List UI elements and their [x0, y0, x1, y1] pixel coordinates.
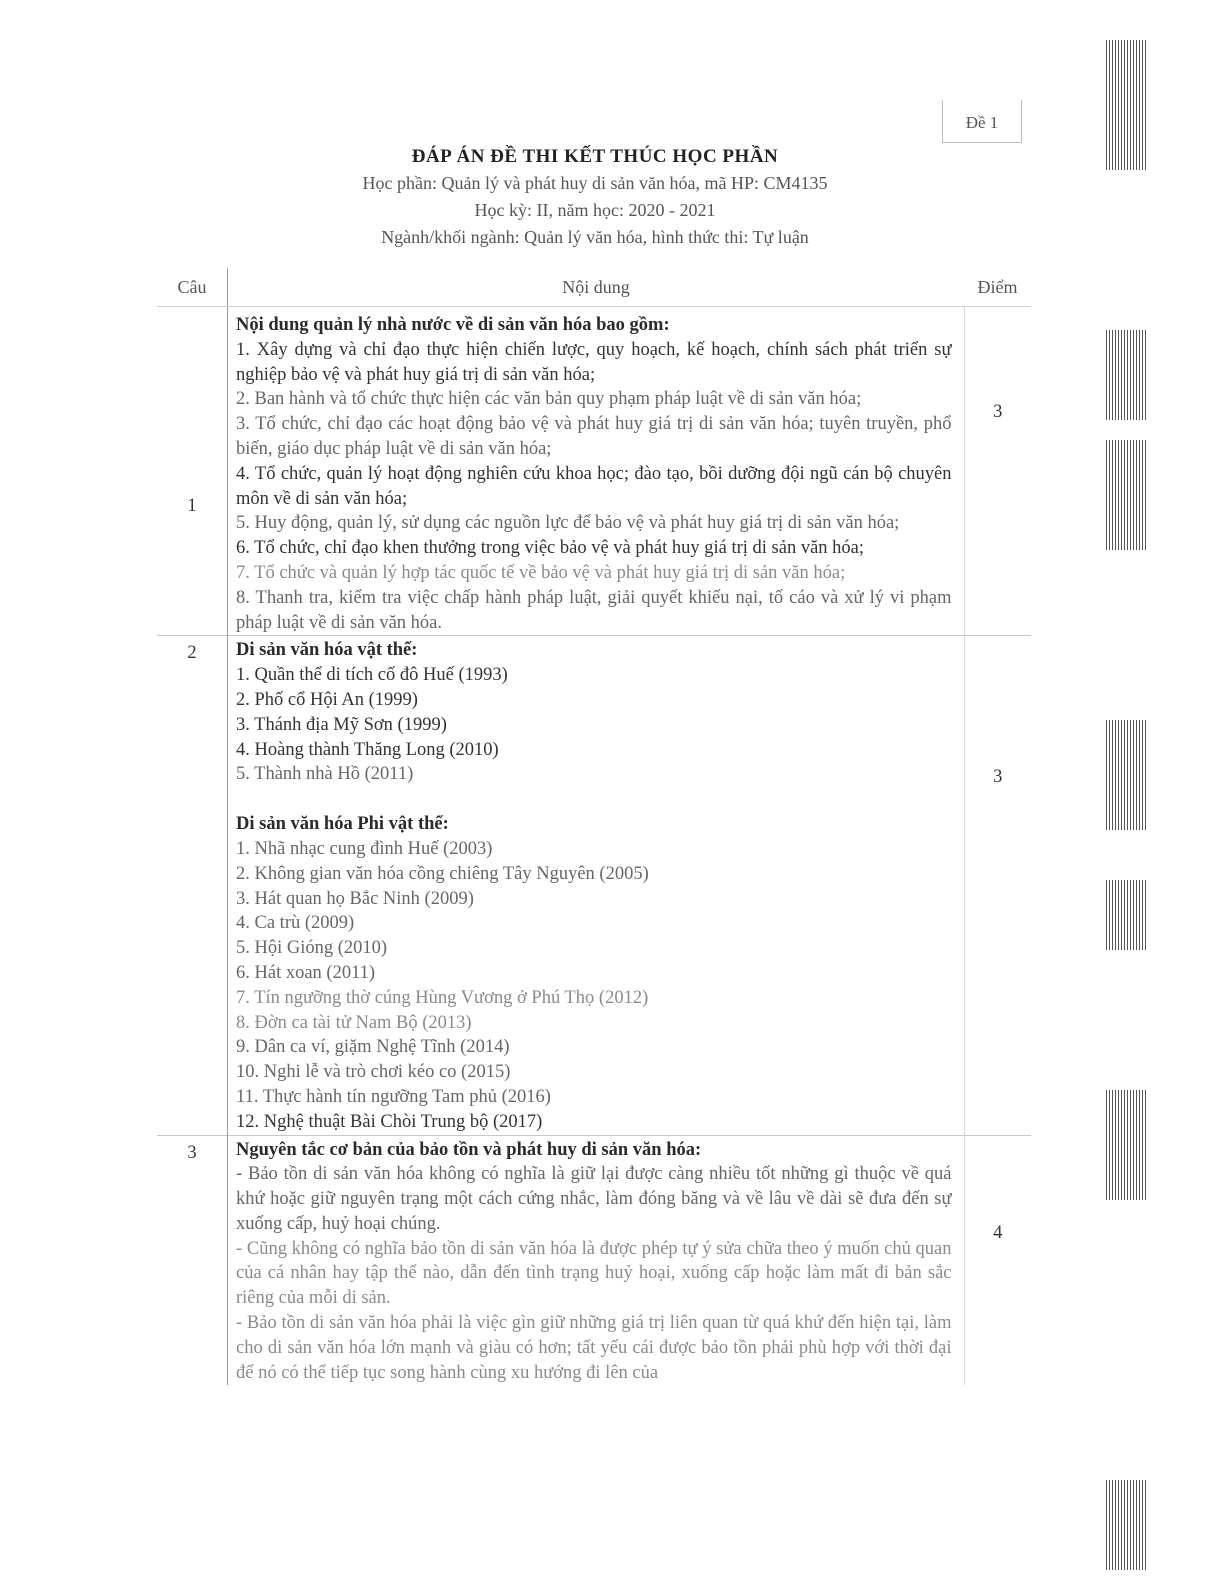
list-item: 10. Nghi lễ và trò chơi kéo co (2015) — [236, 1062, 511, 1083]
course-line: Học phần: Quản lý và phát huy di sản văn hóa, mã HP: CM4135 — [362, 173, 828, 193]
question-content — [228, 636, 965, 1135]
list-item: 12. Nghệ thuật Bài Chòi Trung bộ (2017) — [236, 1111, 543, 1132]
table-header-row — [157, 268, 1031, 307]
list-item: 2. Phố cổ Hội An (1999) — [236, 689, 418, 710]
list-item: 4. Tổ chức, quản lý hoạt động nghiên cứu khoa học; đào tạo, bồi dưỡng đội ngũ cán bộ chuyên môn về di sản văn hóa; — [236, 463, 952, 509]
list-item: 3. Hát quan họ Bắc Ninh (2009) — [236, 888, 474, 909]
section-heading: Nguyên tắc cơ bản của bảo tồn và phát huy di sản văn hóa: — [236, 1139, 702, 1160]
question-number — [157, 636, 228, 1135]
document-title: ĐÁP ÁN ĐỀ THI KẾT THÚC HỌC PHẦN — [411, 146, 779, 167]
points-value: 3 — [993, 402, 1003, 422]
list-item: 9. Dân ca ví, giặm Nghệ Tĩnh (2014) — [236, 1037, 510, 1058]
table-row — [157, 636, 1031, 1135]
section-heading: Di sản văn hóa Phi vật thể: — [236, 814, 449, 835]
exam-code-box: Đề 1 — [942, 100, 1022, 143]
question-content — [228, 1135, 965, 1385]
list-item: 4. Hoàng thành Thăng Long (2010) — [236, 739, 499, 760]
question-number — [157, 1135, 228, 1385]
semester-line: Học kỳ: II, năm học: 2020 - 2021 — [474, 200, 716, 220]
list-item: 6. Tổ chức, chỉ đạo khen thưởng trong việc bảo vệ và phát huy giá trị di sản văn hóa; — [236, 538, 865, 559]
list-item: - Cũng không có nghĩa bảo tồn di sản văn hóa là được phép tự ý sửa chữa theo ý muốn chủ quan của cá nhân hay tập thể nào, dẫn đến tình trạng huỷ hoại, xuống cấp hoặc làm mất đi bản sắc riêng của mỗi di sản. — [236, 1238, 952, 1309]
table-row — [157, 307, 1031, 636]
scan-edge-noise — [1106, 1480, 1146, 1570]
list-item: 5. Thành nhà Hồ (2011) — [236, 764, 414, 785]
list-item: - Bảo tồn di sản văn hóa không có nghĩa là giữ lại được càng nhiều tốt những gì thuộc về quá khứ hoặc giữ nguyên trạng một cách cứng nhắc, làm đóng băng và về lâu về dài sẽ đưa đến sự xuống cấp, huỷ hoại chúng. — [236, 1164, 952, 1234]
list-item: 7. Tín ngưỡng thờ cúng Hùng Vương ở Phú Thọ (2012) — [236, 987, 649, 1008]
scan-edge-noise — [1106, 1090, 1146, 1200]
section-heading: Nội dung quản lý nhà nước về di sản văn hóa bao gồm: — [236, 315, 670, 335]
table-row — [157, 1135, 1031, 1385]
question-number-value: 3 — [187, 1142, 197, 1163]
list-item: 3. Thánh địa Mỹ Sơn (1999) — [236, 714, 447, 735]
list-item: 1. Xây dựng và chỉ đạo thực hiện chiến lược, quy hoạch, kế hoạch, chính sách phát triển sự nghiệp bảo vệ và phát huy giá trị di sản văn hóa; — [236, 339, 952, 385]
list-item: 6. Hát xoan (2011) — [236, 962, 376, 983]
list-item: 5. Hội Gióng (2010) — [236, 938, 388, 959]
scan-edge-noise — [1106, 440, 1146, 550]
list-item: 1. Nhã nhạc cung đình Huế (2003) — [236, 838, 493, 859]
list-item: 7. Tổ chức và quản lý hợp tác quốc tế về bảo vệ và phát huy giá trị di sản văn hóa; — [236, 562, 846, 583]
question-number-value: 2 — [187, 643, 197, 664]
scan-edge-noise — [1106, 880, 1146, 950]
list-item: 11. Thực hành tín ngưỡng Tam phủ (2016) — [236, 1086, 551, 1107]
question-points — [964, 1135, 1031, 1385]
list-item: 1. Quần thể di tích cố đô Huế (1993) — [236, 665, 508, 686]
column-header-points: Điểm — [964, 268, 1031, 307]
list-item: 4. Ca trù (2009) — [236, 913, 355, 934]
points-value: 4 — [993, 1222, 1003, 1243]
question-points — [964, 307, 1031, 636]
list-item: 2. Không gian văn hóa cồng chiêng Tây Nguyên (2005) — [236, 863, 649, 884]
list-item: 8. Đờn ca tài tử Nam Bộ (2013) — [236, 1012, 472, 1033]
answer-table — [157, 268, 1031, 1385]
major-line: Ngành/khối ngành: Quản lý văn hóa, hình thức thi: Tự luận — [381, 227, 809, 247]
question-number-value: 1 — [187, 496, 197, 516]
list-item: 8. Thanh tra, kiểm tra việc chấp hành pháp luật, giải quyết khiếu nại, tố cáo và xử lý vi phạm pháp luật về di sản văn hóa. — [236, 587, 952, 633]
list-item: 5. Huy động, quản lý, sử dụng các nguồn lực để bảo vệ và phát huy giá trị di sản văn hóa; — [236, 513, 900, 534]
column-header-content: Nội dung — [228, 268, 965, 307]
question-number — [157, 307, 228, 636]
list-item: 3. Tổ chức, chỉ đạo các hoạt động bảo vệ và phát huy giá trị di sản văn hóa; tuyên truyền, phổ biến, giáo dục pháp luật về di sản văn hóa; — [236, 414, 952, 459]
points-value: 3 — [993, 767, 1003, 788]
document-header — [200, 146, 990, 251]
question-content — [228, 307, 965, 636]
question-points — [964, 636, 1031, 1135]
list-item: 2. Ban hành và tổ chức thực hiện các văn bản quy phạm pháp luật về di sản văn hóa; — [236, 389, 862, 410]
list-item: - Bảo tồn di sản văn hóa phải là việc gìn giữ những giá trị liên quan từ quá khứ đến hiện tại, làm cho di sản văn hóa lớn mạnh và giàu có hơn; tất yếu cái được bảo tồn phải phù hợp với thời đại để nó có thể tiếp tục song hành cùng xu hướng đi lên của — [236, 1313, 952, 1383]
column-header-number: Câu — [157, 268, 228, 307]
scan-edge-noise — [1106, 330, 1146, 420]
section-heading: Di sản văn hóa vật thể: — [236, 640, 418, 661]
scan-edge-noise — [1106, 720, 1146, 830]
scan-edge-noise — [1106, 40, 1146, 170]
